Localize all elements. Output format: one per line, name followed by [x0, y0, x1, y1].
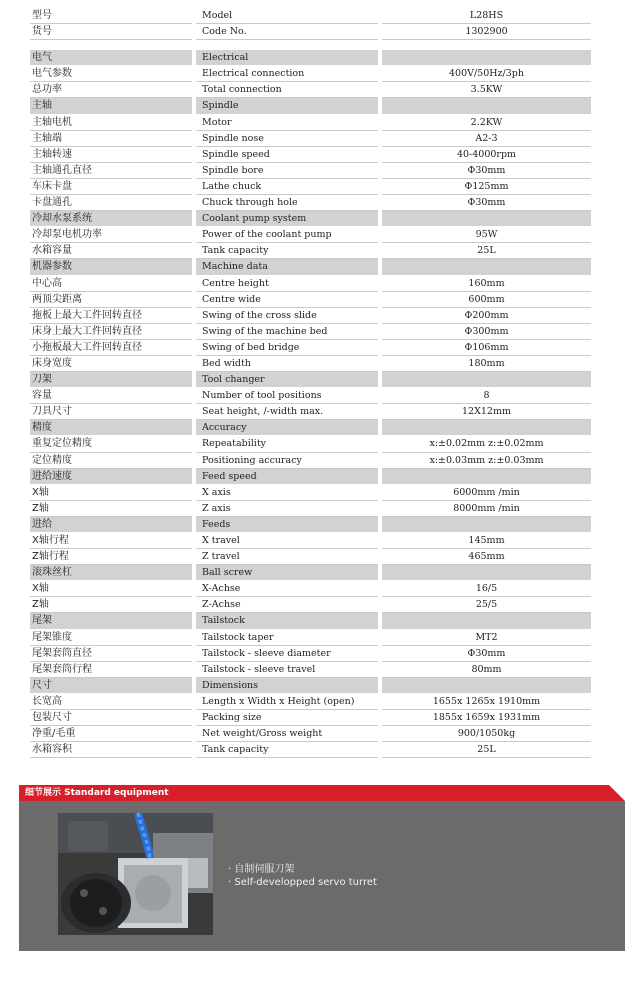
spec-label-en: Accuracy [196, 420, 378, 436]
spec-label-cn: 定位精度 [30, 453, 192, 469]
spec-label-en: Tank capacity [196, 742, 378, 758]
spec-section-header [30, 420, 591, 436]
spec-value: Φ30mm [382, 163, 591, 179]
spec-row [30, 179, 591, 195]
spec-row [30, 501, 591, 517]
spec-value: 40-4000rpm [382, 147, 591, 163]
spec-label-en: Z travel [196, 549, 378, 565]
spec-label-cn: 尾架 [30, 613, 192, 629]
spec-row [30, 726, 591, 742]
spec-label-en: Spindle speed [196, 147, 378, 163]
spec-row [30, 227, 591, 243]
spec-label-en: Code No. [196, 24, 378, 40]
spec-label-cn: 尾架套筒行程 [30, 662, 192, 678]
spec-label-en: Seat height, /-width max. [196, 404, 378, 420]
spec-label-cn: 滚珠丝杠 [30, 565, 192, 581]
spec-label-en: Chuck through hole [196, 195, 378, 211]
spec-value: 400V/50Hz/3ph [382, 66, 591, 82]
spec-label-cn: 电气参数 [30, 66, 192, 82]
spec-label-cn: 尾架锥度 [30, 630, 192, 646]
spec-label-cn: X轴 [30, 581, 192, 597]
spec-section-header [30, 469, 591, 485]
spec-row [30, 710, 591, 726]
spec-label-en: Machine data [196, 259, 378, 275]
spec-label-en: Spindle [196, 98, 378, 114]
spec-row [30, 356, 591, 372]
spec-label-cn: 卡盘通孔 [30, 195, 192, 211]
spec-label-cn: 冷却泵电机功率 [30, 227, 192, 243]
spec-label-cn: 长宽高 [30, 694, 192, 710]
spec-row [30, 82, 591, 98]
spec-label-cn: 精度 [30, 420, 192, 436]
spec-label-en: Packing size [196, 710, 378, 726]
spec-label-cn: 主轴电机 [30, 115, 192, 131]
spec-label-cn: 刀架 [30, 372, 192, 388]
spec-row [30, 308, 591, 324]
spec-row [30, 662, 591, 678]
spec-row [30, 243, 591, 259]
spec-row [30, 533, 591, 549]
spec-spacer [30, 40, 591, 50]
spec-section-header [30, 50, 591, 66]
spec-row [30, 694, 591, 710]
spec-value: 6000mm /min [382, 485, 591, 501]
spec-label-en: Feed speed [196, 469, 378, 485]
spec-value: 95W [382, 227, 591, 243]
spec-row [30, 66, 591, 82]
spec-label-cn: 型号 [30, 8, 192, 24]
spec-value: 1855x 1659x 1931mm [382, 710, 591, 726]
spec-label-cn: X轴 [30, 485, 192, 501]
section-header-bar [19, 785, 625, 801]
feature-bullet-cn: · 自制伺服刀架 [228, 864, 295, 875]
spec-label-en: Dimensions [196, 678, 378, 694]
spec-label-en: Z axis [196, 501, 378, 517]
spec-value: 2.2KW [382, 115, 591, 131]
spec-row [30, 581, 591, 597]
spec-label-en: Tailstock - sleeve travel [196, 662, 378, 678]
spec-label-cn: 床身宽度 [30, 356, 192, 372]
spec-value: 145mm [382, 533, 591, 549]
spec-label-en: Tailstock - sleeve diameter [196, 646, 378, 662]
spec-label-cn: 车床卡盘 [30, 179, 192, 195]
spec-row [30, 292, 591, 308]
spec-value: 16/5 [382, 581, 591, 597]
spec-row [30, 630, 591, 646]
spec-value [382, 678, 591, 694]
spec-row [30, 485, 591, 501]
spec-value: 1302900 [382, 24, 591, 40]
spec-label-cn [30, 40, 192, 50]
spec-label-cn: Z轴 [30, 501, 192, 517]
spec-section-header [30, 517, 591, 533]
spec-label-cn: 小拖板最大工件回转直径 [30, 340, 192, 356]
spec-label-en: Length x Width x Height (open) [196, 694, 378, 710]
spec-label-en: Bed width [196, 356, 378, 372]
spec-value: 1655x 1265x 1910mm [382, 694, 591, 710]
spec-section-header [30, 678, 591, 694]
spec-section-header [30, 613, 591, 629]
spec-label-cn: 货号 [30, 24, 192, 40]
spec-row [30, 195, 591, 211]
spec-label-cn: 主轴 [30, 98, 192, 114]
spec-label-en: Coolant pump system [196, 211, 378, 227]
spec-value: Φ200mm [382, 308, 591, 324]
spec-value: x:±0.03mm z:±0.03mm [382, 453, 591, 469]
spec-value [382, 372, 591, 388]
spec-label-en: Swing of the machine bed [196, 324, 378, 340]
spec-value [382, 469, 591, 485]
spec-value [382, 98, 591, 114]
spec-label-cn: 水箱容量 [30, 243, 192, 259]
spec-label-en: Total connection [196, 82, 378, 98]
spec-row [30, 131, 591, 147]
spec-label-en: Tailstock taper [196, 630, 378, 646]
spec-row [30, 24, 591, 40]
spec-section-header [30, 211, 591, 227]
spec-label-cn: 拖板上最大工件回转直径 [30, 308, 192, 324]
spec-label-en [196, 40, 378, 50]
spec-value: 3.5KW [382, 82, 591, 98]
spec-value [382, 517, 591, 533]
spec-label-en: Swing of the cross slide [196, 308, 378, 324]
spec-row [30, 340, 591, 356]
section-panel [19, 801, 625, 951]
spec-row [30, 404, 591, 420]
spec-label-cn: 总功率 [30, 82, 192, 98]
spec-row [30, 324, 591, 340]
spec-value: 12X12mm [382, 404, 591, 420]
spec-value: Φ106mm [382, 340, 591, 356]
spec-label-cn: 容量 [30, 388, 192, 404]
spec-value: MT2 [382, 630, 591, 646]
spec-section-header [30, 372, 591, 388]
spec-label-en: Spindle nose [196, 131, 378, 147]
spec-label-en: Positioning accuracy [196, 453, 378, 469]
spec-label-cn: 主轴转速 [30, 147, 192, 163]
spec-row [30, 597, 591, 613]
spec-label-en: Centre height [196, 276, 378, 292]
spec-label-en: Model [196, 8, 378, 24]
spec-row [30, 742, 591, 758]
spec-value: x:±0.02mm z:±0.02mm [382, 436, 591, 452]
spec-label-cn: 重复定位精度 [30, 436, 192, 452]
spec-row [30, 646, 591, 662]
spec-section-header [30, 98, 591, 114]
spec-row [30, 147, 591, 163]
spec-value: Φ30mm [382, 646, 591, 662]
spec-value: 8 [382, 388, 591, 404]
spec-value: 8000mm /min [382, 501, 591, 517]
spec-value: 900/1050kg [382, 726, 591, 742]
spec-row [30, 549, 591, 565]
spec-label-cn: Z轴行程 [30, 549, 192, 565]
spec-value [382, 211, 591, 227]
spec-row [30, 436, 591, 452]
spec-label-cn: Z轴 [30, 597, 192, 613]
spec-label-en: Tool changer [196, 372, 378, 388]
spec-row [30, 8, 591, 24]
spec-value: L28HS [382, 8, 591, 24]
feature-bullets [228, 863, 377, 889]
spec-table [30, 8, 591, 758]
feature-bullet-en: · Self-developped servo turret [228, 877, 377, 888]
spec-label-cn: 进给 [30, 517, 192, 533]
spec-label-cn: 机器参数 [30, 259, 192, 275]
section-title: 细节展示 Standard equipment [25, 788, 169, 798]
spec-label-en: Ball screw [196, 565, 378, 581]
spec-section-header [30, 259, 591, 275]
spec-label-cn: 两顶尖距离 [30, 292, 192, 308]
spec-label-cn: 主轴端 [30, 131, 192, 147]
spec-row [30, 276, 591, 292]
spec-value: 25/5 [382, 597, 591, 613]
spec-value [382, 565, 591, 581]
spec-value: 600mm [382, 292, 591, 308]
spec-label-en: Tailstock [196, 613, 378, 629]
spec-label-en: Number of tool positions [196, 388, 378, 404]
spec-label-cn: 尾架套筒直径 [30, 646, 192, 662]
spec-label-en: X axis [196, 485, 378, 501]
spec-value: 160mm [382, 276, 591, 292]
spec-label-en: Lathe chuck [196, 179, 378, 195]
standard-equipment-section [19, 785, 625, 951]
spec-row [30, 115, 591, 131]
spec-value [382, 40, 591, 50]
spec-label-en: Net weight/Gross weight [196, 726, 378, 742]
spec-label-en: Centre wide [196, 292, 378, 308]
spec-value: 25L [382, 243, 591, 259]
spec-label-en: Repeatability [196, 436, 378, 452]
spec-label-en: Swing of bed bridge [196, 340, 378, 356]
spec-value: Φ30mm [382, 195, 591, 211]
spec-label-cn: 进给速度 [30, 469, 192, 485]
spec-value: Φ125mm [382, 179, 591, 195]
spec-label-cn: 电气 [30, 50, 192, 66]
spec-label-cn: 刀具尺寸 [30, 404, 192, 420]
spec-label-cn: 床身上最大工件回转直径 [30, 324, 192, 340]
spec-label-en: X-Achse [196, 581, 378, 597]
spec-label-en: Electrical [196, 50, 378, 66]
spec-value: 180mm [382, 356, 591, 372]
spec-label-cn: 冷却水泵系统 [30, 211, 192, 227]
servo-turret-photo [58, 813, 213, 935]
spec-value [382, 50, 591, 66]
spec-label-cn: 水箱容积 [30, 742, 192, 758]
turret-illustration [58, 813, 213, 935]
spec-value [382, 259, 591, 275]
spec-label-en: X travel [196, 533, 378, 549]
spec-value [382, 420, 591, 436]
spec-label-cn: 包装尺寸 [30, 710, 192, 726]
spec-label-en: Power of the coolant pump [196, 227, 378, 243]
spec-label-en: Motor [196, 115, 378, 131]
spec-label-en: Feeds [196, 517, 378, 533]
spec-label-en: Tank capacity [196, 243, 378, 259]
spec-label-cn: 净重/毛重 [30, 726, 192, 742]
spec-label-en: Electrical connection [196, 66, 378, 82]
spec-section-header [30, 565, 591, 581]
spec-label-en: Spindle bore [196, 163, 378, 179]
spec-value: 80mm [382, 662, 591, 678]
spec-value [382, 613, 591, 629]
spec-label-cn: X轴行程 [30, 533, 192, 549]
spec-label-cn: 尺寸 [30, 678, 192, 694]
spec-label-cn: 主轴通孔直径 [30, 163, 192, 179]
spec-row [30, 453, 591, 469]
spec-row [30, 163, 591, 179]
spec-value: 25L [382, 742, 591, 758]
spec-value: Φ300mm [382, 324, 591, 340]
spec-label-en: Z-Achse [196, 597, 378, 613]
spec-label-cn: 中心高 [30, 276, 192, 292]
spec-value: A2-3 [382, 131, 591, 147]
spec-row [30, 388, 591, 404]
spec-value: 465mm [382, 549, 591, 565]
